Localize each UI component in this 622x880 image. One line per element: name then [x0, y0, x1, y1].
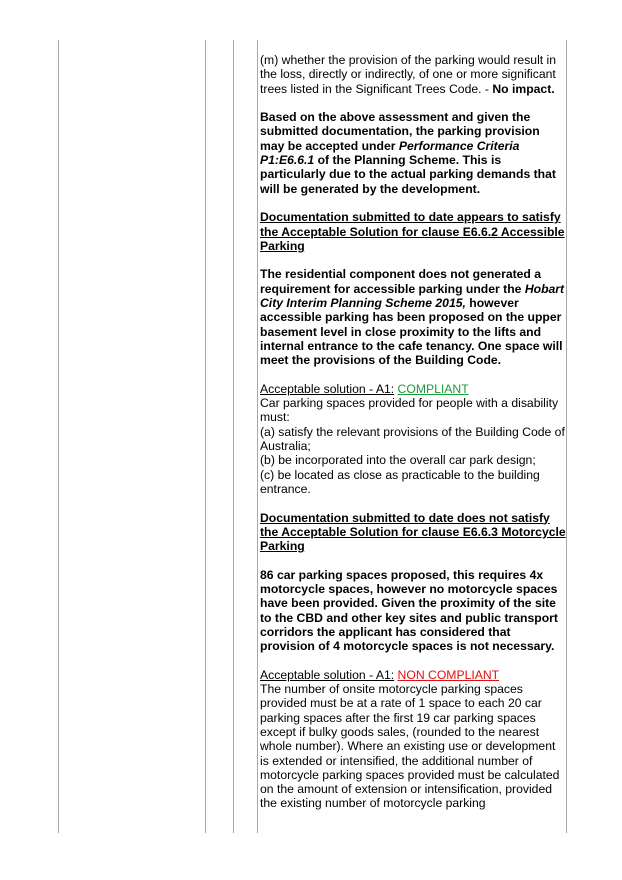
accessible-body-text-2: however accessible parking has been proposed on the upper basement level in close proximity to the lifts and internal entrance to the cafe tenancy. One space will meet the provisions of the Building Code.: [260, 296, 563, 368]
motorcycle-parking-solution: [260, 668, 566, 811]
accessible-requirement-b: (b) be incorporated into the overall car park design;: [260, 453, 536, 468]
motorcycle-solution-label: Acceptable solution - A1:: [260, 667, 395, 682]
accessible-body-text-1: The residential component does not generated a requirement for accessible parking under the: [260, 267, 542, 296]
table-border-right: [566, 40, 567, 833]
accessible-requirement-a: (a) satisfy the relevant provisions of the Building Code of Australia;: [260, 424, 565, 454]
compliant-status: COMPLIANT: [397, 381, 469, 396]
assessment-cell: [260, 53, 566, 825]
table-border-column-1: [205, 40, 206, 833]
conclusion-text-1: Based on the above assessment and given the submitted documentation, the parking provision may be accepted under: [260, 110, 540, 153]
criterion-m-paragraph: [260, 53, 566, 96]
non-compliant-status: NON COMPLIANT: [397, 667, 500, 682]
accessible-parking-heading: Documentation submitted to date appears to satisfy the Acceptable Solution for clause E6.6.2 Accessible Parking: [260, 210, 565, 253]
table-border-left: [58, 40, 59, 833]
accessible-requirement-intro: Car parking spaces provided for people with a disability must:: [260, 396, 559, 425]
accessible-parking-solution: [260, 382, 566, 496]
accessible-scheme-name: Hobart City Interim Planning Scheme 2015,: [260, 281, 565, 311]
table-border-column-2: [233, 40, 234, 833]
criterion-m-text: (m) whether the provision of the parking would result in the loss, directly or indirectly, of one or more significant trees listed in the Significant Trees Code. -: [260, 53, 557, 96]
motorcycle-parking-heading: Documentation submitted to date does not satisfy the Acceptable Solution for clause E6.6.3 Motorcycle Parking: [260, 510, 566, 554]
table-border-column-3: [257, 40, 258, 833]
conclusion-criteria: Performance Criteria P1:E6.6.1: [260, 138, 520, 168]
accessible-requirement-c: (c) be located as close as practicable to the building entrance.: [260, 467, 540, 496]
accessible-parking-body: [260, 267, 566, 367]
motorcycle-parking-body: 86 car parking spaces proposed, this requires 4x motorcycle spaces, however no motorcycle spaces have been provided. Given the proximity of the site to the CBD and other key sites and public transport corridors the applicant has considered that provision of 4 motorcycle spaces is not necessary.: [260, 567, 558, 654]
motorcycle-requirement: The number of onsite motorcycle parking spaces provided must be at a rate of 1 space to each 20 car parking spaces after the first 19 car parking spaces except if bulky goods sales, (rounded to the nearest whole number). Where an existing use or development is extended or intensified, the additional number of motorcycle parking spaces provided must be calculated on the amount of extension or intensification, provided the existing number of motorcycle parking: [260, 682, 560, 811]
accessible-solution-label: Acceptable solution - A1:: [260, 381, 395, 396]
conclusion-text-2: of the Planning Scheme. This is particularly due to the actual parking demands that will be generated by the development.: [260, 153, 556, 196]
criterion-m-result: No impact.: [492, 81, 555, 96]
assessment-conclusion: [260, 110, 566, 196]
